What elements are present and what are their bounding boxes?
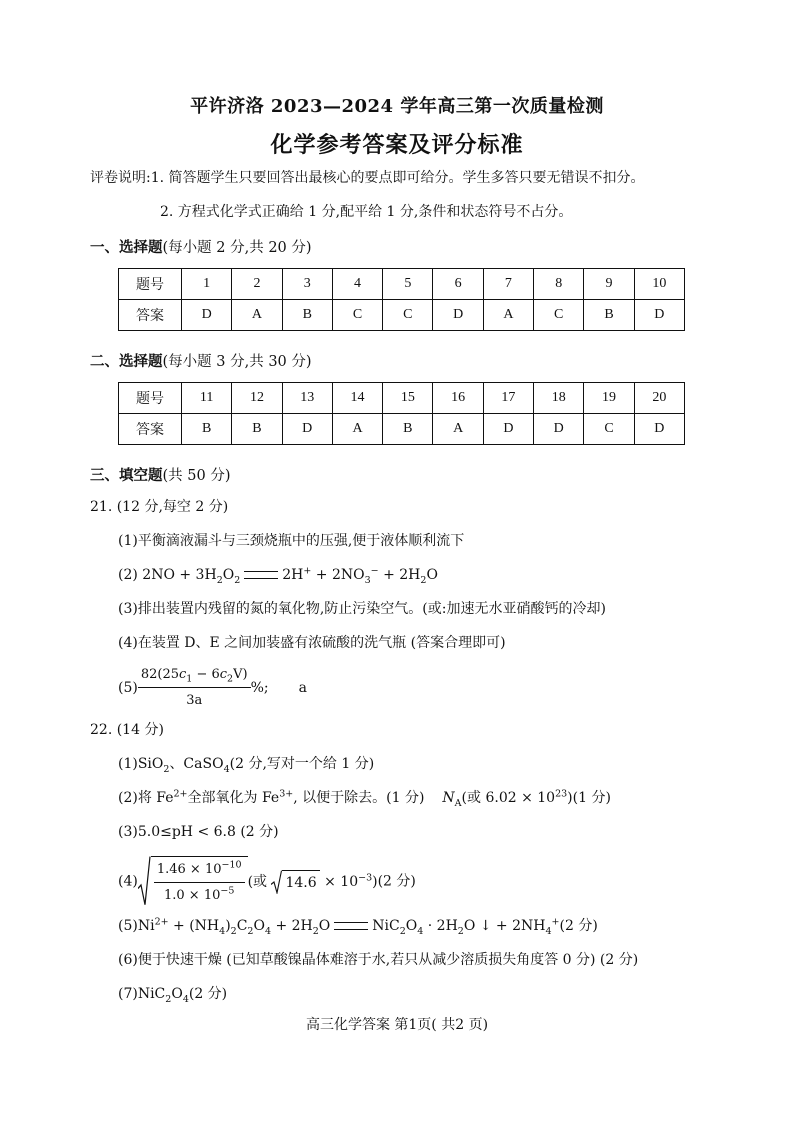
square-root-symbol: 14.6 xyxy=(271,870,319,894)
question-number: 4 xyxy=(332,269,382,300)
question-number: 18 xyxy=(534,383,584,414)
question-number: 17 xyxy=(483,383,533,414)
answer-cell: C xyxy=(584,414,634,445)
q22-answer-4-score: (2 分) xyxy=(377,873,416,890)
q21-fraction: $\frac{82(25c_1 - 6c_2V)}{3a}$ xyxy=(138,664,251,712)
row-header-question: 题号 xyxy=(119,383,182,414)
section-1-title: 一、选择题 xyxy=(90,239,163,256)
q22-label: 22. (14 分) xyxy=(90,722,164,738)
table-row-answers xyxy=(119,414,685,445)
question-number: 15 xyxy=(383,383,433,414)
answer-cell: C xyxy=(383,300,433,331)
row-header-answer: 答案 xyxy=(119,300,182,331)
page-footer: 高三化学答案 第1页( 共2 页) xyxy=(305,1017,489,1033)
answer-key-title: 化学参考答案及评分标准 xyxy=(270,132,524,158)
table-row-questions xyxy=(119,269,685,300)
row-header-answer: 答案 xyxy=(119,414,182,445)
section-3-heading xyxy=(90,464,230,485)
question-number: 8 xyxy=(534,269,584,300)
row-header-question: 题号 xyxy=(119,269,182,300)
section-2-title: 二、选择题 xyxy=(90,353,163,370)
q22-answer-3: (3)5.0≤pH < 6.8 (2 分) xyxy=(118,824,279,840)
question-number: 5 xyxy=(383,269,433,300)
grading-note-1: 评卷说明:1. 简答题学生只要回答出最核心的要点即可给分。学生多答只要无错误不扣分。 xyxy=(90,170,645,186)
q22-answer-6: (6)便于快速干燥 (已知草酸镍晶体难溶于水,若只从减少溶质损失角度答 0 分) (2 分) xyxy=(118,952,639,968)
section-1-scoring: (每小题 2 分,共 20 分) xyxy=(162,240,312,256)
answer-cell: C xyxy=(534,300,584,331)
q21-answer-1: (1)平衡滴液漏斗与三颈烧瓶中的压强,便于液体顺利流下 xyxy=(118,533,465,549)
answer-cell: D xyxy=(634,414,684,445)
q21-answer-5-suffix: %; xyxy=(250,680,269,696)
question-number: 1 xyxy=(182,269,232,300)
equals-sign xyxy=(244,571,278,579)
q21-answer-5-prefix: (5) xyxy=(118,680,138,696)
q22-answer-2-text: 全部氧化为 xyxy=(187,790,258,806)
q21-answer-2: (2) $2NO + 3H_2O_2$ $2H^+ + 2NO_3^- + 2H_2O$ xyxy=(118,565,438,586)
q22-answer-7-suffix: (2 分) xyxy=(188,986,228,1002)
answer-cell: A xyxy=(433,414,483,445)
section-2-heading xyxy=(90,350,312,371)
answer-cell: D xyxy=(483,414,533,445)
section-3-scoring: (共 50 分) xyxy=(162,468,231,484)
table-row-questions xyxy=(119,383,685,414)
q22-answer-1-suffix: (2 分,写对一个给 1 分) xyxy=(229,756,375,772)
q21-label: 21. (12 分,每空 2 分) xyxy=(90,499,229,515)
q22-answer-7: $(7)NiC_2O_4(2$ 分) xyxy=(118,986,228,1005)
section-1-answer-table xyxy=(118,268,685,331)
q22-answer-5: $(5)Ni^{2+} + (NH_4)_2C_2O_4 + 2H_2O$ $NiC_2O_4 \cdot 2H_2O$ ↓ + $2NH_4^+(2$ 分) xyxy=(118,916,598,937)
q22-answer-2-score: (1 分) xyxy=(572,790,611,806)
answer-cell: D xyxy=(433,300,483,331)
q21-answer-5 xyxy=(118,664,307,712)
answer-cell: B xyxy=(383,414,433,445)
question-number: 12 xyxy=(232,383,282,414)
question-number: 2 xyxy=(232,269,282,300)
q22-answer-1: (1)SiO$_2$、CaSO$_4$(2 分,写对一个给 1 分) xyxy=(118,756,375,775)
equals-sign xyxy=(334,922,368,930)
section-1-heading xyxy=(90,236,312,257)
answer-cell: C xyxy=(332,300,382,331)
grading-note-2: 2. 方程式化学式正确给 1 分,配平给 1 分,条件和状态符号不占分。 xyxy=(160,204,573,220)
question-number: 16 xyxy=(433,383,483,414)
question-number: 19 xyxy=(584,383,634,414)
question-number: 11 xyxy=(182,383,232,414)
q22-answer-4: (4) $\frac{1.46 \times 10^{-10}}{1.0 \times 10^{-5}}$ (或 $14.6 \times 10^{-3})(2$ 分) xyxy=(118,856,416,907)
question-number: 14 xyxy=(332,383,382,414)
table-row-answers xyxy=(119,300,685,331)
question-number: 3 xyxy=(282,269,332,300)
q22-answer-2-text2: , 以便于除去。(1 分) xyxy=(293,790,425,806)
answer-cell: A xyxy=(232,300,282,331)
q22-answer-2: (2)将 $Fe^{2+}$全部氧化为 $Fe^{3+}$, 以便于除去。(1 分) $N_A$(或 $6.02 \times 10^{23})(1$ 分) xyxy=(118,788,611,809)
exam-title: 平许济洛 2023—2024 学年高三第一次质量检测 xyxy=(190,96,604,117)
question-number: 20 xyxy=(634,383,684,414)
question-number: 7 xyxy=(483,269,533,300)
section-3-title: 三、填空题 xyxy=(90,467,163,484)
answer-cell: A xyxy=(483,300,533,331)
answer-cell: A xyxy=(332,414,382,445)
q21-answer-2-prefix: (2) xyxy=(118,567,138,583)
answer-cell: B xyxy=(282,300,332,331)
question-number: 10 xyxy=(634,269,684,300)
q21-fraction-denominator: 3a xyxy=(186,693,203,708)
answer-cell: D xyxy=(282,414,332,445)
answer-cell: B xyxy=(232,414,282,445)
question-number: 6 xyxy=(433,269,483,300)
q21-answer-5-extra: a xyxy=(298,680,307,696)
q21-answer-3: (3)排出装置内残留的氮的氧化物,防止污染空气。(或:加速无水亚硝酸钙的冷却) xyxy=(118,601,606,617)
answer-cell: B xyxy=(584,300,634,331)
question-number: 9 xyxy=(584,269,634,300)
q21-answer-4: (4)在装置 D、E 之间加装盛有浓硫酸的洗气瓶 (答案合理即可) xyxy=(118,635,506,651)
answer-cell: D xyxy=(634,300,684,331)
q22-answer-5-score: (2 分) xyxy=(559,918,598,934)
answer-cell: D xyxy=(534,414,584,445)
square-root-symbol: $\frac{1.46 \times 10^{-10}}{1.0 \times 10^{-5}}$ xyxy=(138,856,248,907)
section-2-scoring: (每小题 3 分,共 30 分) xyxy=(162,354,312,370)
section-2-answer-table xyxy=(118,382,685,445)
answer-cell: B xyxy=(182,414,232,445)
answer-cell: D xyxy=(182,300,232,331)
question-number: 13 xyxy=(282,383,332,414)
